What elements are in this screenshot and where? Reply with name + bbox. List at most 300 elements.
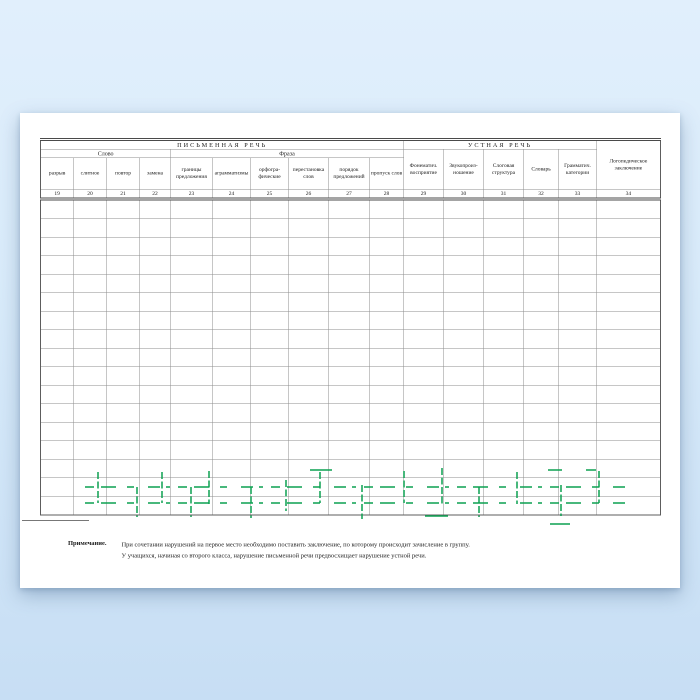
empty-cell [329,199,370,219]
empty-cell [370,256,404,275]
empty-cell [404,219,444,238]
empty-cell [41,199,74,219]
empty-cell [74,293,107,312]
empty-cell [484,199,524,219]
empty-cell [444,311,484,330]
empty-cell [404,237,444,256]
column-header-word-swap: перестановка слов [289,158,329,190]
empty-cell [559,459,597,478]
empty-cell [370,219,404,238]
empty-cell [107,311,140,330]
column-number: 27 [329,189,370,199]
empty-cell [140,367,171,386]
empty-cell [74,219,107,238]
empty-cell [559,330,597,349]
empty-cell [74,311,107,330]
empty-cell [107,219,140,238]
empty-cell [41,311,74,330]
empty-cell [140,237,171,256]
empty-cell [444,367,484,386]
empty-cell [370,385,404,404]
table-row [41,311,661,330]
empty-cell [597,199,661,219]
empty-cell [213,385,251,404]
empty-cell [559,367,597,386]
empty-cell [251,385,289,404]
empty-cell [559,404,597,423]
empty-cell [370,199,404,219]
column-header-repeat: повтор [107,158,140,190]
empty-cell [289,459,329,478]
empty-cell [524,311,559,330]
column-number: 19 [41,189,74,199]
empty-cell [140,199,171,219]
empty-cell [140,441,171,460]
empty-cell [289,330,329,349]
empty-cell [404,422,444,441]
empty-cell [484,459,524,478]
empty-cell [74,385,107,404]
empty-cell [171,330,213,349]
empty-cell [444,330,484,349]
empty-cell [213,256,251,275]
empty-cell [171,274,213,293]
empty-cell [140,385,171,404]
empty-cell [140,496,171,515]
empty-cell [107,293,140,312]
empty-cell [524,496,559,515]
note [68,539,470,561]
empty-cell [74,348,107,367]
empty-cell [213,199,251,219]
empty-cell [74,459,107,478]
empty-cell [140,293,171,312]
empty-cell [171,367,213,386]
empty-cell [41,293,74,312]
column-header-substitution: замена [140,158,171,190]
empty-cell [597,441,661,460]
empty-cell [41,348,74,367]
empty-cell [444,422,484,441]
empty-cell [171,237,213,256]
empty-cell [370,404,404,423]
empty-cell [404,404,444,423]
table-row [41,496,661,515]
empty-cell [251,293,289,312]
empty-cell [484,367,524,386]
empty-cell [444,385,484,404]
note-text [121,539,469,561]
empty-cell [484,219,524,238]
empty-cell [213,237,251,256]
empty-cell [329,256,370,275]
note-line-2: У учащихся, начиная со второго класса, нарушение письменной речи предвосхищает нарушение устной речи. [121,551,427,559]
empty-cell [171,496,213,515]
empty-cell [140,330,171,349]
column-header-conclusion: Логопедическое заключение [597,140,661,190]
empty-cell [171,422,213,441]
empty-cell [597,404,661,423]
empty-cell [251,199,289,219]
empty-cell [251,274,289,293]
empty-cell [559,496,597,515]
empty-cell [140,219,171,238]
empty-cell [107,348,140,367]
empty-cell [524,199,559,219]
empty-cell [289,496,329,515]
empty-cell [404,311,444,330]
empty-cell [289,348,329,367]
table-row [41,404,661,423]
column-number: 33 [559,189,597,199]
empty-cell [444,478,484,497]
empty-cell [251,256,289,275]
empty-cell [524,385,559,404]
empty-cell [74,237,107,256]
empty-cell [213,293,251,312]
table-row [41,422,661,441]
empty-cell [289,311,329,330]
empty-cell [171,441,213,460]
empty-cell [171,478,213,497]
column-header-agrammatisms: аграмматизмы [213,158,251,190]
column-number: 25 [251,189,289,199]
empty-cell [213,219,251,238]
empty-cell [289,478,329,497]
empty-cell [107,422,140,441]
column-header-word-omission: пропуск слов [370,158,404,190]
empty-cell [140,478,171,497]
empty-cell [140,459,171,478]
empty-cell [171,459,213,478]
speech-assessment-table [40,138,661,516]
empty-cell [404,478,444,497]
empty-cell [213,478,251,497]
table-row [41,459,661,478]
empty-cell [597,219,661,238]
empty-cell [370,441,404,460]
empty-cell [289,422,329,441]
empty-cell [370,293,404,312]
empty-cell [41,219,74,238]
table-row [41,199,661,219]
empty-cell [107,441,140,460]
empty-cell [484,478,524,497]
empty-cell [213,404,251,423]
empty-cell [524,441,559,460]
table-body [41,199,661,515]
column-number: 24 [213,189,251,199]
empty-cell [329,441,370,460]
column-header-vocabulary: Словарь [524,149,559,189]
empty-cell [559,256,597,275]
column-number: 32 [524,189,559,199]
column-number: 31 [484,189,524,199]
empty-cell [404,459,444,478]
empty-cell [329,459,370,478]
empty-cell [251,441,289,460]
empty-cell [140,404,171,423]
empty-cell [251,219,289,238]
column-number: 29 [404,189,444,199]
empty-cell [404,330,444,349]
empty-cell [107,237,140,256]
empty-cell [171,293,213,312]
empty-cell [524,478,559,497]
table-row [41,330,661,349]
column-header-orthographic: орфогра-фические [251,158,289,190]
empty-cell [597,274,661,293]
empty-cell [140,256,171,275]
empty-cell [329,293,370,312]
empty-cell [370,496,404,515]
empty-cell [41,237,74,256]
empty-cell [213,441,251,460]
empty-cell [329,237,370,256]
table-row [41,219,661,238]
column-header-pronunciation: Звукопроиз-ношение [444,149,484,189]
empty-cell [524,330,559,349]
table-row [41,237,661,256]
empty-cell [524,293,559,312]
empty-cell [484,256,524,275]
empty-cell [329,219,370,238]
empty-cell [213,311,251,330]
empty-cell [524,422,559,441]
empty-cell [484,496,524,515]
empty-cell [251,478,289,497]
empty-cell [444,219,484,238]
empty-cell [370,367,404,386]
empty-cell [289,219,329,238]
empty-cell [370,311,404,330]
empty-cell [251,237,289,256]
empty-cell [213,496,251,515]
table-row [41,293,661,312]
empty-cell [171,385,213,404]
empty-cell [484,237,524,256]
note-label: Примечание. [68,539,107,547]
column-header-merged: слитное [74,158,107,190]
empty-cell [140,274,171,293]
empty-cell [559,219,597,238]
empty-cell [289,367,329,386]
table-row [41,367,661,386]
empty-cell [597,459,661,478]
empty-cell [524,219,559,238]
column-number: 20 [74,189,107,199]
empty-cell [524,367,559,386]
empty-cell [444,441,484,460]
empty-cell [559,422,597,441]
empty-cell [74,199,107,219]
empty-cell [213,459,251,478]
empty-cell [484,385,524,404]
column-header-phonematic: Фонематич. восприятие [404,149,444,189]
empty-cell [107,496,140,515]
empty-cell [140,311,171,330]
empty-cell [289,441,329,460]
empty-cell [107,404,140,423]
column-number: 23 [171,189,213,199]
empty-cell [74,441,107,460]
empty-cell [171,199,213,219]
empty-cell [597,330,661,349]
table-row [41,478,661,497]
empty-cell [171,311,213,330]
column-number: 26 [289,189,329,199]
empty-cell [524,404,559,423]
empty-cell [41,256,74,275]
empty-cell [74,496,107,515]
subsection-phrase: Фраза [171,149,404,158]
empty-cell [74,422,107,441]
empty-cell [524,237,559,256]
empty-cell [107,367,140,386]
empty-cell [329,274,370,293]
empty-cell [289,274,329,293]
empty-cell [370,348,404,367]
empty-cell [370,330,404,349]
empty-cell [484,404,524,423]
empty-cell [107,274,140,293]
empty-cell [444,496,484,515]
empty-cell [251,459,289,478]
empty-cell [559,293,597,312]
empty-cell [559,385,597,404]
empty-cell [404,367,444,386]
empty-cell [524,256,559,275]
empty-cell [597,293,661,312]
subsection-header-row [41,149,661,158]
empty-cell [370,422,404,441]
column-header-break: разрыв [41,158,74,190]
empty-cell [251,330,289,349]
empty-cell [107,256,140,275]
empty-cell [107,199,140,219]
empty-cell [559,441,597,460]
empty-cell [289,293,329,312]
empty-cell [289,385,329,404]
empty-cell [41,459,74,478]
column-header-sentence-order: порядок предложений [329,158,370,190]
empty-cell [597,367,661,386]
empty-cell [444,237,484,256]
empty-cell [251,404,289,423]
empty-cell [597,385,661,404]
column-header-sentence-borders: границы предложения [171,158,213,190]
empty-cell [289,199,329,219]
empty-cell [370,274,404,293]
empty-cell [597,237,661,256]
empty-cell [41,496,74,515]
empty-cell [597,496,661,515]
empty-cell [444,274,484,293]
empty-cell [559,311,597,330]
empty-cell [404,348,444,367]
empty-cell [171,348,213,367]
empty-cell [213,274,251,293]
empty-cell [404,293,444,312]
empty-cell [404,441,444,460]
empty-cell [74,478,107,497]
column-number: 21 [107,189,140,199]
empty-cell [41,330,74,349]
table-row [41,441,661,460]
table-row [41,274,661,293]
empty-cell [444,199,484,219]
column-number: 28 [370,189,404,199]
column-number: 34 [597,189,661,199]
subsection-word: Слово [41,149,171,158]
empty-cell [559,274,597,293]
empty-cell [597,478,661,497]
empty-cell [404,385,444,404]
empty-cell [484,441,524,460]
empty-cell [404,199,444,219]
section-header-row [41,140,661,150]
empty-cell [74,404,107,423]
empty-cell [559,237,597,256]
empty-cell [41,478,74,497]
note-line-1: При сочетании нарушений на первое место необходимо поставить заключение, по которому происходит зачисление в группу. [121,540,470,548]
empty-cell [107,330,140,349]
empty-cell [213,367,251,386]
empty-cell [597,422,661,441]
empty-cell [171,256,213,275]
empty-cell [370,237,404,256]
empty-cell [329,404,370,423]
empty-cell [484,311,524,330]
empty-cell [524,348,559,367]
empty-cell [289,404,329,423]
empty-cell [329,367,370,386]
column-number-row [41,189,661,199]
section-oral-speech: УСТНАЯ РЕЧЬ [404,140,597,150]
empty-cell [404,256,444,275]
empty-cell [107,459,140,478]
empty-cell [444,459,484,478]
empty-cell [597,348,661,367]
empty-cell [597,256,661,275]
empty-cell [404,496,444,515]
empty-cell [559,348,597,367]
empty-cell [370,459,404,478]
empty-cell [41,422,74,441]
empty-cell [484,293,524,312]
empty-cell [213,422,251,441]
empty-cell [329,496,370,515]
empty-cell [74,274,107,293]
empty-cell [484,330,524,349]
column-header-grammar: Грамматич. категории [559,149,597,189]
empty-cell [559,478,597,497]
empty-cell [213,348,251,367]
empty-cell [74,367,107,386]
empty-cell [329,311,370,330]
empty-cell [444,293,484,312]
empty-cell [171,404,213,423]
empty-cell [329,330,370,349]
scanned-form-page [20,113,680,588]
empty-cell [484,348,524,367]
column-number: 30 [444,189,484,199]
section-written-speech: ПИСЬМЕННАЯ РЕЧЬ [41,140,404,150]
table-row [41,256,661,275]
empty-cell [444,256,484,275]
empty-cell [484,274,524,293]
empty-cell [329,348,370,367]
